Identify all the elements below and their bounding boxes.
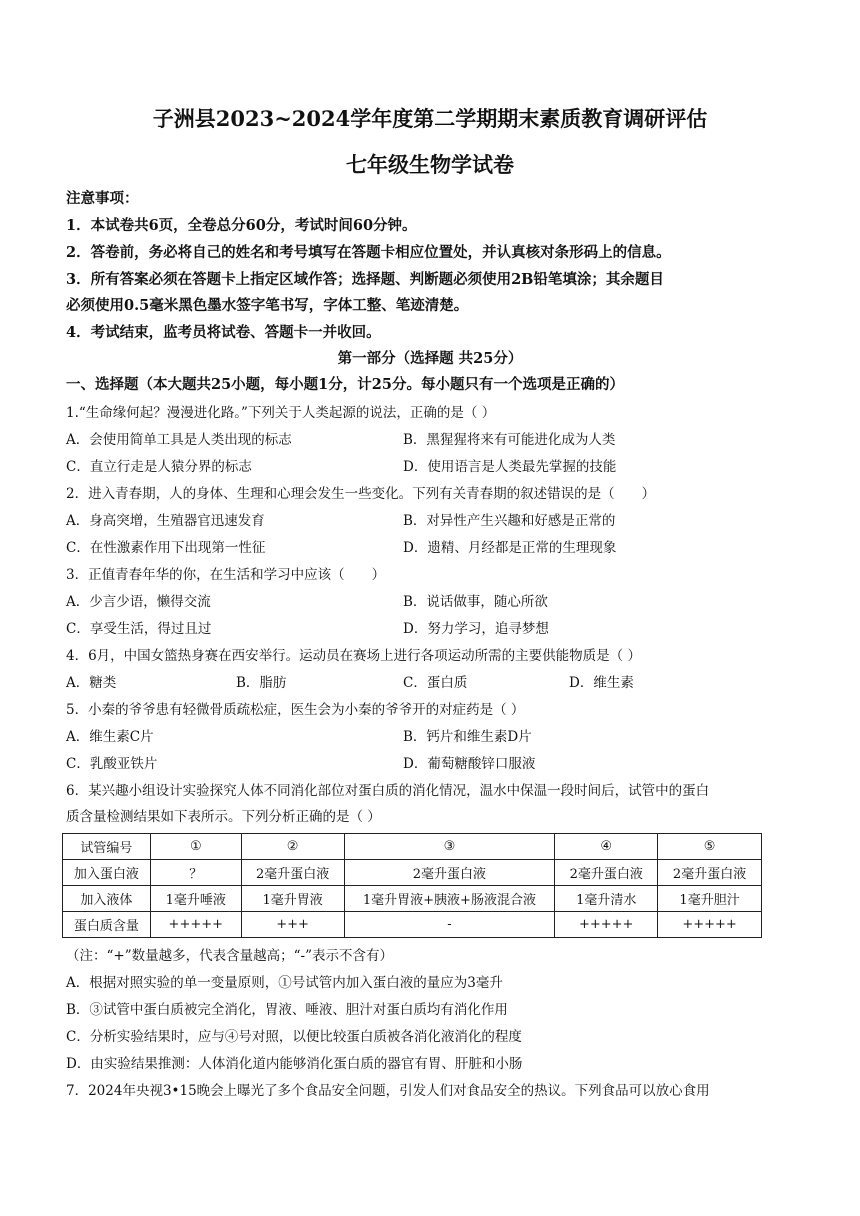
table-cell: +++ — [241, 912, 344, 938]
option-c: C．蛋白质 — [403, 675, 468, 691]
table-cell: - — [344, 912, 555, 938]
option-b: B．③试管中蛋白质被完全消化，胃液、唾液、胆汁对蛋白质均有消化作用 — [66, 1002, 508, 1018]
option-d: D．遗精、月经都是正常的生理现象 — [403, 540, 617, 556]
experiment-table — [62, 833, 762, 938]
exam-subtitle: 七年级生物学试卷 — [346, 152, 514, 177]
table-row — [63, 886, 762, 912]
option-c: C．乳酸亚铁片 — [66, 756, 158, 772]
table-cell: 加入液体 — [63, 886, 151, 912]
table-cell: 2毫升蛋白液 — [344, 860, 555, 886]
option-d: D．由实验结果推测：人体消化道内能够消化蛋白质的器官有胃、肝脏和小肠 — [66, 1056, 523, 1072]
notice-item: 2．答卷前，务必将自己的姓名和考号填写在答题卡相应位置处，并认真核对条形码上的信息。 — [66, 244, 671, 261]
option-b: B．钙片和维生素D片 — [403, 729, 532, 745]
table-cell: 1毫升清水 — [555, 886, 658, 912]
option-c: C．分析实验结果时，应与④号对照，以便比较蛋白质被各消化液消化的程度 — [66, 1029, 522, 1045]
table-cell: ⑤ — [658, 834, 762, 860]
option-c: C．直立行走是人猿分界的标志 — [66, 459, 252, 475]
notice-item: 4．考试结束，监考员将试卷、答题卡一并收回。 — [66, 324, 381, 341]
section1-heading: 一、选择题（本大题共25小题，每小题1分，计25分。每小题只有一个选项是正确的） — [66, 376, 624, 393]
question-stem: 2．进入青春期，人的身体、生理和心理会发生一些变化。下列有关青春期的叙述错误的是（ ） — [66, 486, 656, 502]
option-a: A．身高突增，生殖器官迅速发育 — [66, 513, 265, 529]
table-row — [63, 860, 762, 886]
table-cell: +++++ — [150, 912, 241, 938]
option-c: C．享受生活，得过且过 — [66, 621, 212, 637]
question-stem: 7．2024年央视3•15晚会上曝光了多个食品安全问题，引发人们对食品安全的热议。下列食品可以放心食用 — [66, 1083, 710, 1099]
table-cell: 1毫升唾液 — [150, 886, 241, 912]
option-d: D．维生素 — [569, 675, 634, 691]
table-cell: 2毫升蛋白液 — [555, 860, 658, 886]
question-stem: 4．6月，中国女篮热身赛在西安举行。运动员在赛场上进行各项运动所需的主要供能物质是（ ） — [66, 648, 641, 664]
table-cell: 2毫升蛋白液 — [241, 860, 344, 886]
option-c: C．在性激素作用下出现第一性征 — [66, 540, 266, 556]
notice-item: 3．所有答案必须在答题卡上指定区域作答；选择题、判断题必须使用2B铅笔填涂；其余题目 — [66, 271, 664, 288]
option-d: D．葡萄糖酸锌口服液 — [403, 756, 536, 772]
option-a: A．维生素C片 — [66, 729, 154, 745]
notice-heading: 注意事项： — [66, 190, 139, 207]
table-cell: 1毫升胆汁 — [658, 886, 762, 912]
table-row — [63, 912, 762, 938]
option-b: B．脂肪 — [236, 675, 287, 691]
exam-title: 子洲县2023~2024学年度第二学期期末素质教育调研评估 — [152, 106, 708, 131]
table-cell: 试管编号 — [63, 834, 151, 860]
option-a: A．会使用简单工具是人类出现的标志 — [66, 432, 292, 448]
table-cell: ① — [150, 834, 241, 860]
table-cell: 加入蛋白液 — [63, 860, 151, 886]
table-cell: +++++ — [658, 912, 762, 938]
question-stem-cont: 质含量检测结果如下表所示。下列分析正确的是（ ） — [66, 809, 381, 825]
question-stem: 1.“生命缘何起？漫漫进化路。”下列关于人类起源的说法，正确的是（ ） — [66, 405, 496, 421]
table-cell: ④ — [555, 834, 658, 860]
option-a: A．糖类 — [66, 675, 117, 691]
option-a: A．少言少语，懒得交流 — [66, 594, 211, 610]
option-d: D．努力学习，追寻梦想 — [403, 621, 549, 637]
table-cell: 1毫升胃液 — [241, 886, 344, 912]
table-cell: 1毫升胃液+胰液+肠液混合液 — [344, 886, 555, 912]
table-cell: +++++ — [555, 912, 658, 938]
part1-heading: 第一部分（选择题 共25分） — [337, 350, 523, 367]
notice-item: 1．本试卷共6页，全卷总分60分，考试时间60分钟。 — [66, 217, 417, 234]
table-row — [63, 834, 762, 860]
option-b: B．说话做事，随心所欲 — [403, 594, 548, 610]
table-cell: 蛋白质含量 — [63, 912, 151, 938]
question-stem: 3．正值青春年华的你，在生活和学习中应该（ ） — [66, 567, 386, 583]
notice-item: 必须使用0.5毫米黑色墨水签字笔书写，字体工整、笔迹清楚。 — [66, 297, 469, 314]
option-d: D．使用语言是人类最先掌握的技能 — [403, 459, 617, 475]
table-cell: ② — [241, 834, 344, 860]
table-note: （注：“+”数量越多，代表含量越高；“-”表示不含有） — [66, 948, 393, 964]
table-cell: ③ — [344, 834, 555, 860]
option-b: B．黑猩猩将来有可能进化成为人类 — [403, 432, 616, 448]
question-stem: 6．某兴趣小组设计实验探究人体不同消化部位对蛋白质的消化情况，温水中保温一段时间后，试管中的蛋白 — [66, 783, 710, 799]
table-cell: ？ — [150, 860, 241, 886]
option-b: B．对异性产生兴趣和好感是正常的 — [403, 513, 616, 529]
question-stem: 5．小秦的爷爷患有轻微骨质疏松症，医生会为小秦的爷爷开的对症药是（ ） — [66, 702, 525, 718]
table-cell: 2毫升蛋白液 — [658, 860, 762, 886]
option-a: A．根据对照实验的单一变量原则，①号试管内加入蛋白液的量应为3毫升 — [66, 975, 503, 991]
